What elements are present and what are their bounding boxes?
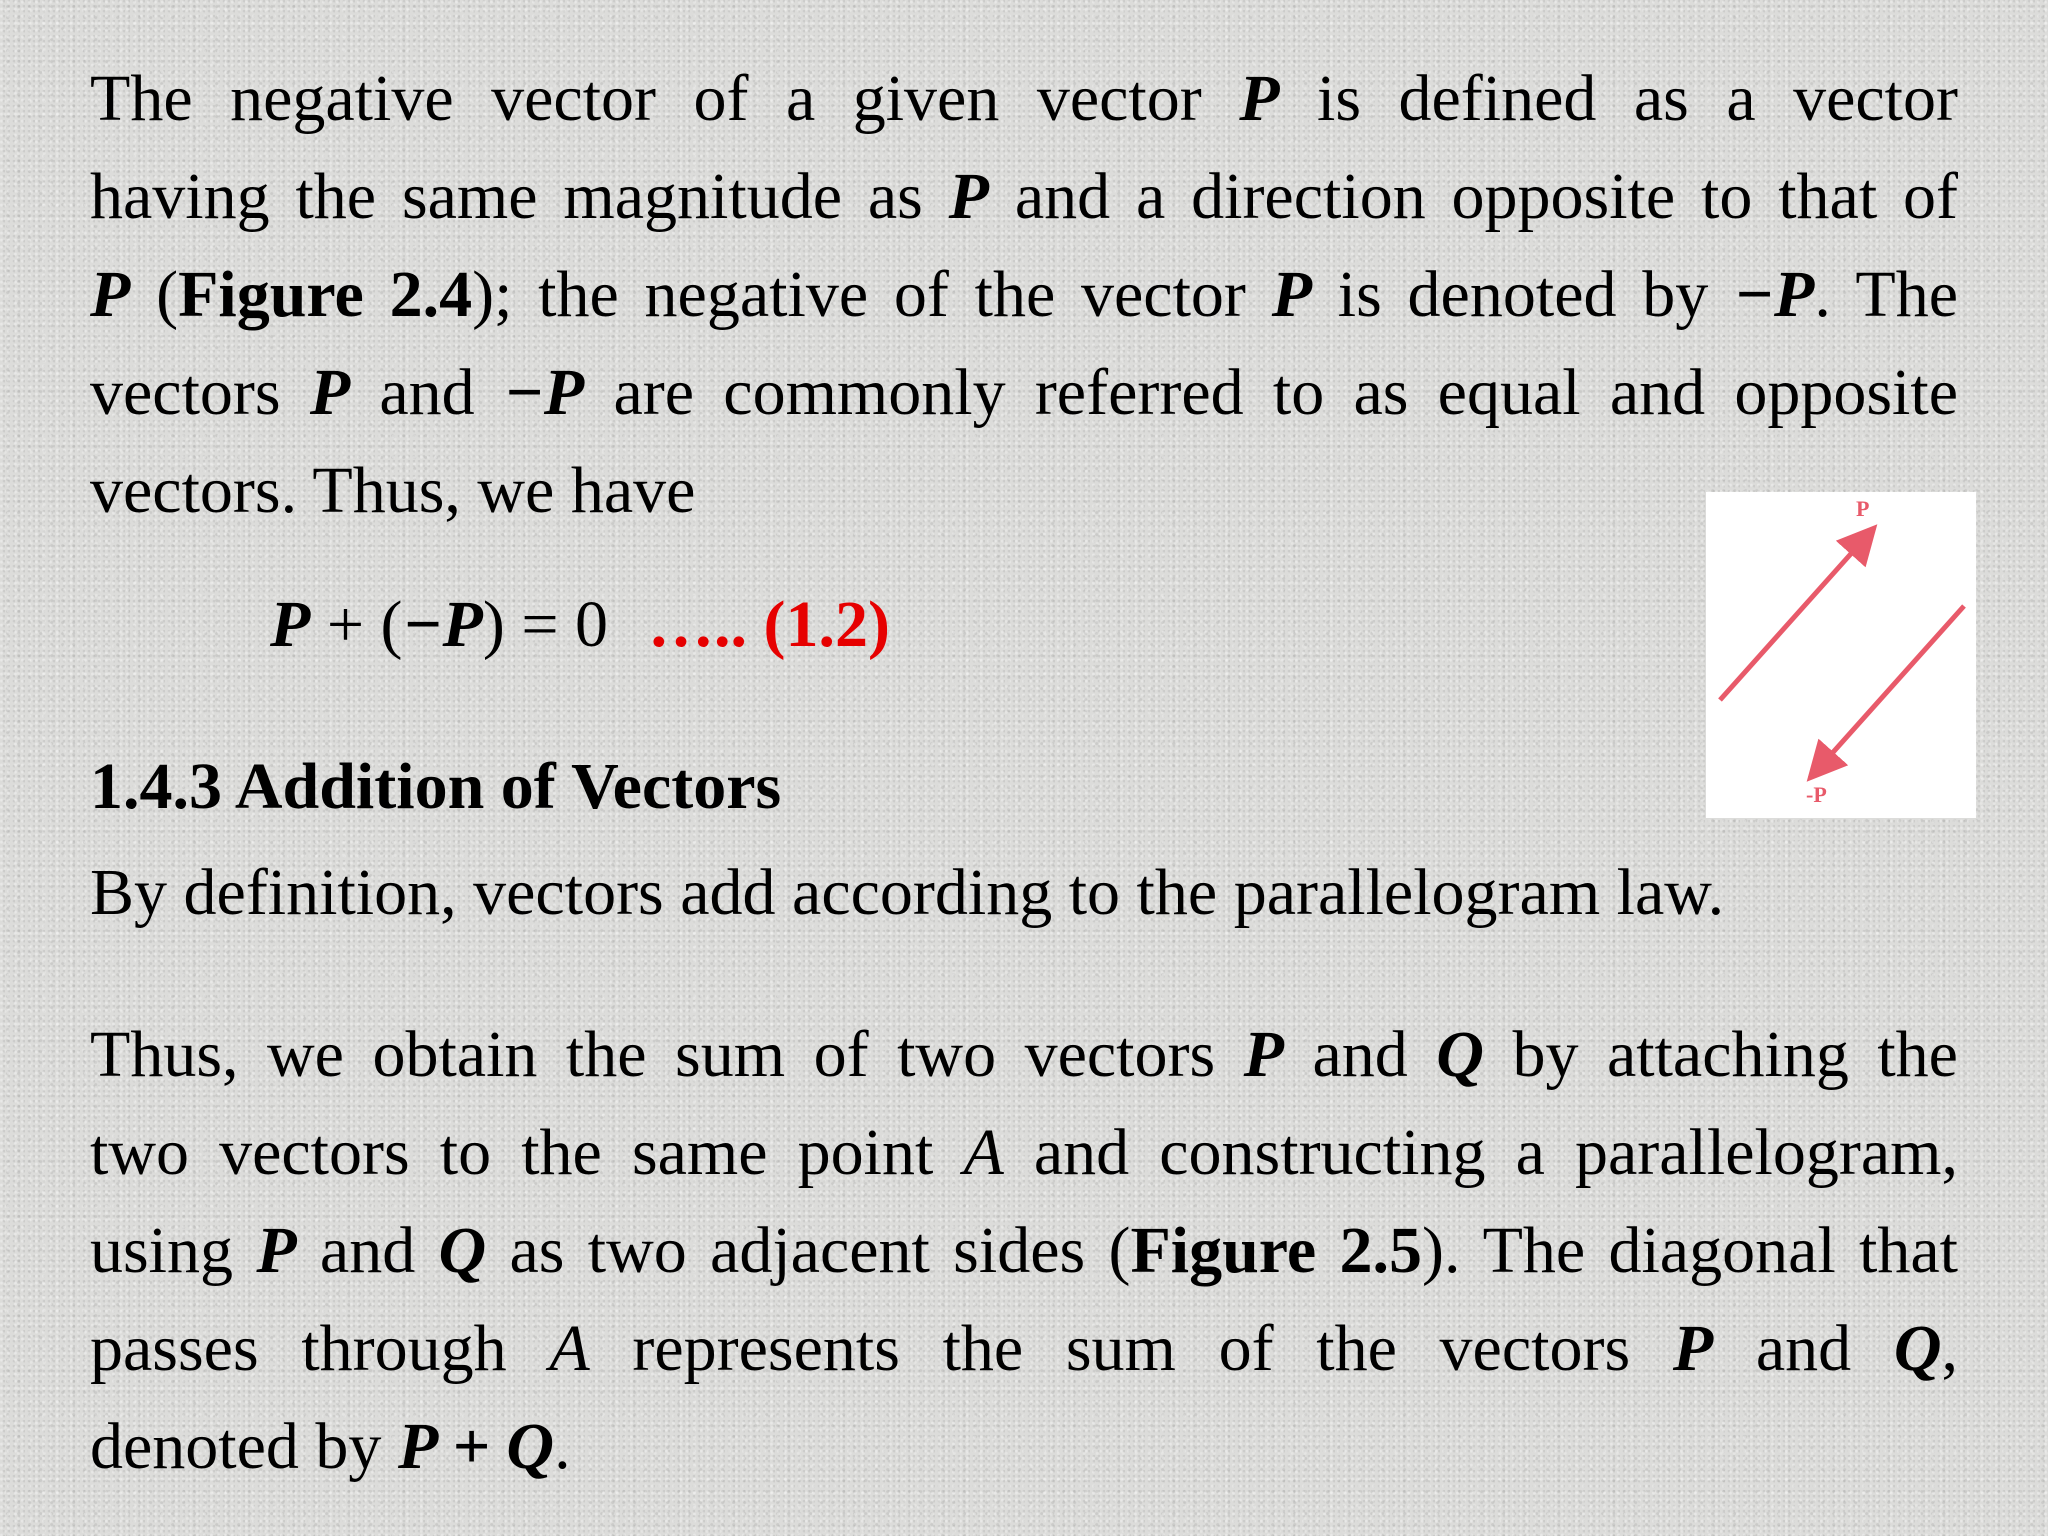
section-heading: 1.4.3 Addition of Vectors [90,750,782,823]
text-line: passes through A represents the sum of the vectors P and Q, [90,1312,1958,1385]
equation: P + (−P) = 0 ….. (1.2) [270,588,891,661]
text-line: vectors P and −P are commonly referred to as equal and opposite [90,356,1959,429]
text-line: Thus, we obtain the sum of two vectors P and Q by attaching the [90,1018,1958,1091]
equation-number: ….. (1.2) [648,588,891,661]
figure-negative-vector [1706,492,1976,818]
figure-reference: Figure 2.5 [1130,1214,1422,1287]
paragraph-definition: By definition, vectors add according to the parallelogram law. [90,856,1725,929]
text-line: denoted by P + Q. [90,1410,571,1483]
label-p: P [1856,496,1870,521]
text-line: having the same magnitude as P and a direction opposite to that of [90,160,1958,233]
vector-p-arrow [1720,528,1874,700]
text-line: two vectors to the same point A and constructing a parallelogram, [90,1116,1958,1189]
text-line: vectors. Thus, we have [90,454,696,527]
vector-negative-p-arrow [1810,606,1964,778]
text-line: P (Figure 2.4); the negative of the vector P is denoted by −P. The [90,258,1959,331]
label-negative-p: -P [1806,782,1827,807]
paragraph-negative-vector [90,50,1958,540]
figure-reference: Figure 2.4 [178,258,473,331]
vector-diagram [1706,492,1976,818]
paragraph-vector-sum [90,1006,1958,1496]
text-line: The negative vector of a given vector P is defined as a vector [90,62,1959,135]
text-line: using P and Q as two adjacent sides (Figure 2.5). The diagonal that [90,1214,1958,1287]
